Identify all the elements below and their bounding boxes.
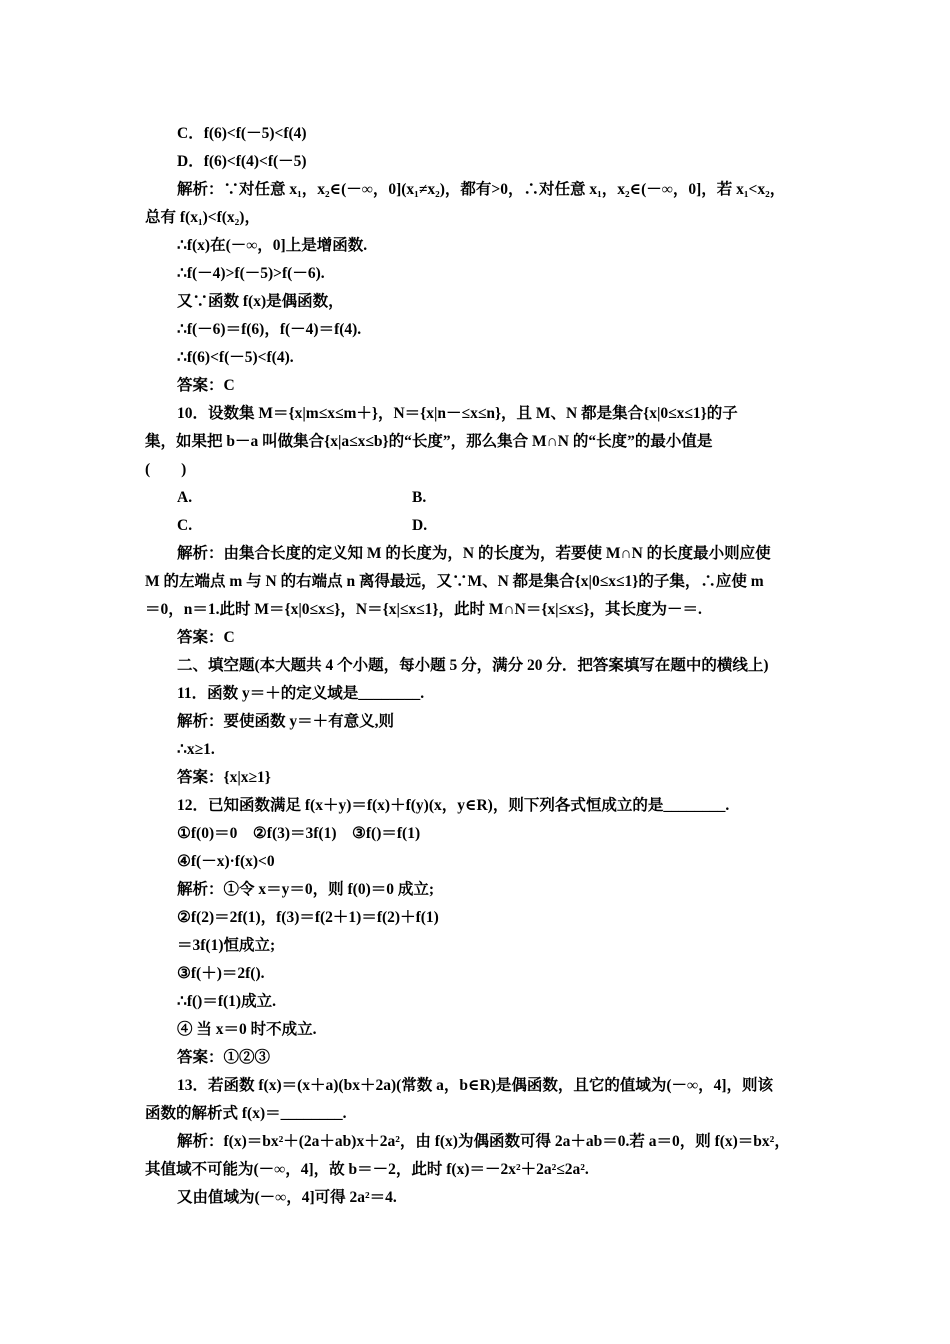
q10-stem-line: 10．设数集 M＝{x|m≤x≤m＋}，N＝{x|n－≤x≤n}，且 M、N 都是集合{x|0≤x≤1}的子 xyxy=(177,405,738,422)
q12-analysis-line: ④ 当 x＝0 时不成立. xyxy=(177,1021,317,1038)
q10-analysis-line: M 的左端点 m 与 N 的右端点 n 离得最远，又∵M、N 都是集合{x|0≤x≤1}的子集，∴应使 m xyxy=(145,573,764,590)
q12-answer: 答案：①②③ xyxy=(177,1049,271,1066)
q10-option-a: A. xyxy=(177,489,193,506)
q11-analysis-line: ∴x≥1. xyxy=(177,741,215,758)
q10-analysis-line: 解析：由集合长度的定义知 M 的长度为，N 的长度为，若要使 M∩N 的长度最小则应使 xyxy=(177,545,771,562)
q9-analysis-line: ∴f(－6)＝f(6)，f(－4)＝f(4). xyxy=(177,321,362,338)
q12-items: ④f(－x)·f(x)<0 xyxy=(177,853,275,870)
q13-stem-line: 函数的解析式 f(x)＝________. xyxy=(145,1105,347,1122)
q9-analysis-line: ∴f(6)<f(－5)<f(4). xyxy=(177,349,294,366)
q9-answer: 答案：C xyxy=(177,377,235,394)
q10-option-c: C. xyxy=(177,517,193,534)
q13-analysis-line: 解析：f(x)＝bx²＋(2a＋ab)x＋2a²，由 f(x)为偶函数可得 2a＋ab＝0.若 a＝0，则 f(x)＝bx²， xyxy=(177,1133,790,1150)
q10-stem-line: 集，如果把 b－a 叫做集合{x|a≤x≤b}的“长度”，那么集合 M∩N 的“长度”的最小值是 xyxy=(145,433,713,450)
q12-analysis-line: ③f(＋)＝2f(). xyxy=(177,965,265,982)
q11-stem: 11．函数 y＝＋的定义域是________. xyxy=(177,685,425,702)
q9-option-d: D．f(6)<f(4)<f(－5) xyxy=(177,153,307,170)
q11-answer: 答案：{x|x≥1} xyxy=(177,769,271,786)
q9-analysis-line: 又∵函数 f(x)是偶函数， xyxy=(177,293,344,310)
q13-analysis-line: 又由值域为(－∞，4]可得 2a²＝4. xyxy=(177,1189,397,1206)
q10-answer: 答案：C xyxy=(177,629,235,646)
q10-option-b: B. xyxy=(412,489,427,506)
q12-analysis-line: 解析：①令 x＝y＝0，则 f(0)＝0 成立; xyxy=(177,881,435,898)
q11-analysis-line: 解析：要使函数 y＝＋有意义,则 xyxy=(177,713,395,730)
q13-stem-line: 13．若函数 f(x)＝(x＋a)(bx＋2a)(常数 a，b∈R)是偶函数，且它的值域为(－∞，4]，则该 xyxy=(177,1077,773,1094)
q13-analysis-line: 其值域不可能为(－∞，4]，故 b＝－2，此时 f(x)＝－2x²＋2a²≤2a². xyxy=(145,1161,589,1178)
q9-analysis-line: ∴f(x)在(－∞，0]上是增函数. xyxy=(177,237,368,254)
q12-analysis-line: ＝3f(1)恒成立; xyxy=(177,937,276,954)
q10-stem-line: ( ) xyxy=(145,461,187,478)
q9-analysis-line: 总有 f(x₁)<f(x₂)， xyxy=(145,209,260,226)
q9-option-c: C．f(6)<f(－5)<f(4) xyxy=(177,125,307,142)
q12-items: ①f(0)＝0 ②f(3)＝3f(1) ③f()＝f(1) xyxy=(177,825,421,842)
q12-analysis-line: ∴f()＝f(1)成立. xyxy=(177,993,276,1010)
q10-option-d: D. xyxy=(412,517,428,534)
q10-analysis-line: ＝0，n＝1.此时 M＝{x|0≤x≤}，N＝{x|≤x≤1}，此时 M∩N＝{x|≤x≤}，其长度为－＝. xyxy=(145,601,702,618)
q12-stem: 12．已知函数满足 f(x＋y)＝f(x)＋f(y)(x，y∈R)，则下列各式恒成立的是________. xyxy=(177,797,730,814)
section-heading: 二、填空题(本大题共 4 个小题，每小题 5 分，满分 20 分．把答案填写在题中的横线上) xyxy=(177,657,769,674)
q12-analysis-line: ②f(2)＝2f(1)，f(3)＝f(2＋1)＝f(2)＋f(1) xyxy=(177,909,439,926)
q9-analysis-line: 解析：∵对任意 x₁，x₂∈(－∞，0](x₁≠x₂)，都有>0，∴对任意 x₁，x₂∈(－∞，0]，若 x₁<x₂， xyxy=(177,181,786,198)
q9-analysis-line: ∴f(－4)>f(－5)>f(－6). xyxy=(177,265,325,282)
